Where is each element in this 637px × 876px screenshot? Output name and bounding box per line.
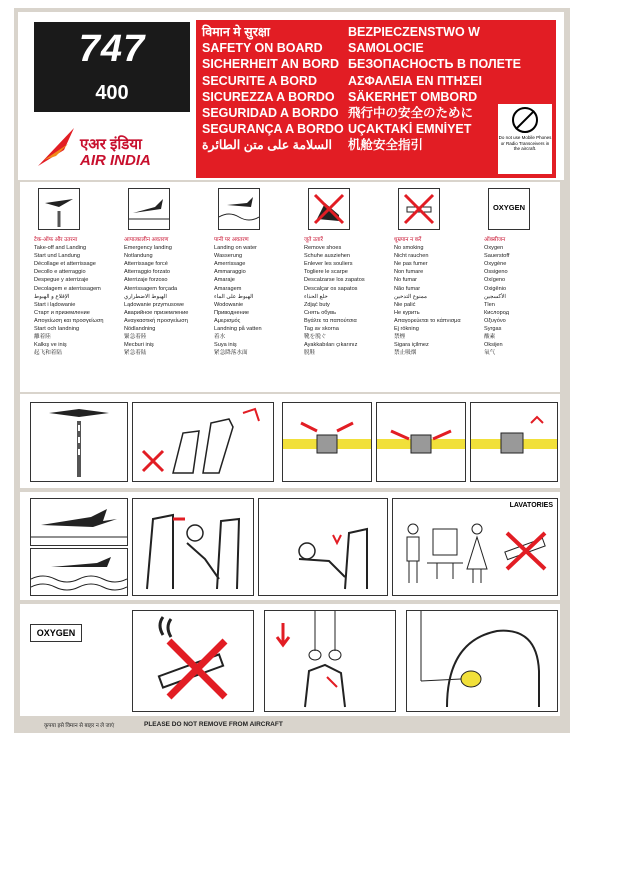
- seat-recline-frame: [132, 402, 274, 482]
- landing-strip-frame: [30, 402, 128, 482]
- situation-label: Lądowanie przymusowe: [124, 301, 185, 308]
- oxygen-icon: [488, 188, 530, 230]
- situation-label: 脱鞋: [304, 350, 316, 357]
- title-line: 飛行中の安全のために: [348, 106, 474, 121]
- water-landing-icon: [218, 188, 260, 230]
- label-list: [304, 236, 394, 357]
- title-line: SAFETY ON BOARD: [202, 41, 323, 56]
- aircraft-model-badge: [34, 22, 190, 112]
- situation-label: Emergency landing: [124, 245, 172, 252]
- situation-label: 離着陸: [34, 334, 51, 341]
- title-line: БЕЗОПАСНОСТЬ В ПОЛЕТЕ: [348, 57, 521, 72]
- title-line: SÄKERHET OMBORD: [348, 89, 478, 104]
- situation-label: Αμερισμός: [214, 317, 241, 324]
- situation-label: Oxygen: [484, 245, 504, 252]
- tighten-belt-icon: [377, 403, 465, 481]
- situation-label: Oksijen: [484, 342, 503, 349]
- situation-label: Не курить: [394, 309, 420, 316]
- situation-label: الهبوط الاضطراري: [124, 293, 167, 300]
- situation-label: Oxygène: [484, 261, 507, 268]
- title-line: ΑΣΦΑΛΕΙΑ ΕΝ ΠΤΗΣΕΙ: [348, 73, 482, 88]
- brace-position-icon: [133, 499, 253, 595]
- situation-label: Кислород: [484, 309, 509, 316]
- situation-label: 紧急降落水面: [214, 350, 248, 357]
- situation-label: Start och landning: [34, 326, 80, 333]
- situation-label: Kalkış ve iniş: [34, 342, 67, 349]
- brace-seat-frame: [258, 498, 388, 596]
- oxygen-tag: OXYGEN: [489, 201, 529, 215]
- situation-label: आपात्कालीन अवतरण: [124, 237, 169, 243]
- lavatory-no-smoking-icon: [393, 499, 557, 595]
- situation-label: الأكسجين: [484, 293, 506, 300]
- title-line: विमान मे सुरक्षा: [202, 25, 271, 39]
- situation-label: Ossigeno: [484, 269, 508, 276]
- situation-label: Atterrissage forcé: [124, 261, 168, 268]
- brace-position-frame: [132, 498, 254, 596]
- situation-label: Приводнение: [214, 309, 249, 316]
- situation-label: जूते उतारें: [304, 237, 323, 243]
- mask-wear-frame: [406, 610, 558, 712]
- lavatories-frame: [392, 498, 558, 596]
- situation-label: Não fumar: [394, 285, 421, 292]
- situation-label: Amaragem: [214, 285, 242, 292]
- situation-label: Nie palić: [394, 301, 416, 308]
- air-india-logo: [34, 116, 190, 178]
- no-phone-icon: [512, 107, 538, 133]
- plane-landing-icon: [31, 499, 127, 545]
- situation-label: Ayakkabıları çıkarınız: [304, 342, 358, 349]
- situation-label: Landing on water: [214, 245, 257, 252]
- situation-label: 紧急着陆: [124, 350, 147, 357]
- title-line: SICUREZZA A BORDO: [202, 89, 335, 104]
- situation-label: Απαγορεύεται το κάπνισμα: [394, 317, 461, 324]
- situation-label: Décollage et atterrissage: [34, 261, 96, 268]
- oxygen-panel: [20, 604, 560, 716]
- seat-upright-icon: [133, 403, 273, 481]
- situation-label: Oxígeno: [484, 277, 506, 284]
- situation-label: Despegue y aterrizaje: [34, 277, 89, 284]
- belt-tighten-frame: [376, 402, 466, 482]
- airline-name: AIR INDIA: [80, 152, 151, 169]
- situation-label: Togliere le scarpe: [304, 269, 348, 276]
- situation-label: خلع الحذاء: [304, 293, 328, 300]
- release-belt-icon: [471, 403, 557, 481]
- situation-column: [214, 188, 304, 357]
- situation-label: Ej rökning: [394, 326, 419, 333]
- situation-label: الهبوط على الماء: [214, 293, 254, 300]
- situation-label: ممنوع التدخين: [394, 293, 427, 300]
- title-line: 机舱安全指引: [348, 138, 424, 153]
- oxygen-tag: OXYGEN: [30, 624, 82, 642]
- situation-label: Απογείωση και προσγείωση: [34, 317, 104, 324]
- no-smoking-icon: [398, 188, 440, 230]
- situation-label: 靴を脱ぐ: [304, 334, 327, 341]
- situation-label: Enlever les souliers: [304, 261, 353, 268]
- situation-label: 氧气: [484, 350, 496, 357]
- situation-label: Amaraje: [214, 277, 235, 284]
- water-landing-frame: [30, 548, 128, 596]
- situation-column: [34, 188, 124, 357]
- situation-label: Аварийное приземление: [124, 309, 189, 316]
- card-header: [18, 12, 564, 180]
- situation-label: Oxigênio: [484, 285, 507, 292]
- situation-label: Nödlandning: [124, 326, 156, 333]
- emergency-landing-icon: [128, 188, 170, 230]
- title-line: السلامة على متن الطائرة: [202, 138, 332, 153]
- situation-label: Ammaraggio: [214, 269, 246, 276]
- situation-label: Start i lądowanie: [34, 301, 76, 308]
- seatbelt-panel: [20, 394, 560, 488]
- situation-label: Nicht rauchen: [394, 253, 429, 260]
- situation-label: Снять обувь: [304, 309, 337, 316]
- wear-mask-icon: [407, 611, 557, 711]
- situation-label: Decollo e atterraggio: [34, 269, 86, 276]
- airline-hindi: एअर इंडिया: [80, 136, 142, 153]
- situation-label: ऑक्सीजन: [484, 237, 506, 243]
- title-line: BEZPIECZENSTWO W SAMOLOCIE: [348, 25, 480, 56]
- situation-label: Start und Landung: [34, 253, 81, 260]
- situation-label: Syrgas: [484, 326, 502, 333]
- safety-card: [14, 8, 570, 733]
- situation-label: Старт и приземление: [34, 309, 90, 316]
- situation-label: Zdjąć buty: [304, 301, 330, 308]
- situation-label: Remove shoes: [304, 245, 342, 252]
- situation-label: Αναγκαστική προσγείωση: [124, 317, 188, 324]
- situation-label: Tlen: [484, 301, 495, 308]
- title-line: SICHERHEIT AN BORD: [202, 57, 340, 72]
- situation-label: Descalçar os sapatos: [304, 285, 358, 292]
- situation-label: Notlandung: [124, 253, 153, 260]
- lavatories-label: LAVATORIES: [509, 502, 553, 509]
- situation-label: Tag av skorna: [304, 326, 339, 333]
- situation-label: Βγάλτε τα παπούτσια: [304, 317, 357, 324]
- situation-column: [304, 188, 394, 357]
- situation-label: Wasserung: [214, 253, 243, 260]
- label-list: [34, 236, 124, 357]
- situation-label: Mecburi iniş: [124, 342, 154, 349]
- situation-label: الإقلاع و الهبوط: [34, 293, 70, 300]
- situation-label: Landning på vatten: [214, 326, 262, 333]
- title-line: SEGURANÇA A BORDO: [202, 122, 344, 137]
- situation-label: Atterraggio forzato: [124, 269, 171, 276]
- situation-label: 禁煙: [394, 334, 406, 341]
- situation-label: No fumar: [394, 277, 418, 284]
- no-mobile-phone-notice: [498, 104, 552, 174]
- mask-drop-icon: [265, 611, 395, 711]
- situation-label: 禁止吸烟: [394, 350, 417, 357]
- situation-label: पानी पर अवतरण: [214, 237, 249, 243]
- no-high-heels-icon: [308, 188, 350, 230]
- situation-label: धूम्रपान न करें: [394, 237, 422, 243]
- label-list: [484, 236, 574, 357]
- label-list: [124, 236, 214, 357]
- situation-label: Sigara içilmez: [394, 342, 429, 349]
- belt-fasten-frame: [282, 402, 372, 482]
- situation-label: Οξυγόνο: [484, 317, 506, 324]
- title-line: SECURITE A BORD: [202, 73, 318, 88]
- belt-release-frame: [470, 402, 558, 482]
- situations-panel: [20, 182, 560, 392]
- label-list: [394, 236, 484, 357]
- situation-label: Aterrizaje forzoso: [124, 277, 168, 284]
- mask-drop-frame: [264, 610, 396, 712]
- situation-column: [394, 188, 484, 357]
- title-line: SEGURIDAD A BORDO: [202, 106, 339, 121]
- situation-label: Amerrissage: [214, 261, 246, 268]
- situation-label: Schuhe ausziehen: [304, 253, 351, 260]
- situation-label: 起飞和着陆: [34, 350, 62, 357]
- situation-column: [484, 188, 574, 357]
- situation-label: 着水: [214, 334, 226, 341]
- model-variant: 400: [95, 82, 129, 104]
- plane-water-icon: [31, 549, 127, 595]
- situation-label: टेक-ऑफ और उतरना: [34, 237, 78, 243]
- no-smoking-oxygen-icon: [133, 611, 253, 711]
- runway-icon: [31, 403, 127, 481]
- takeoff-landing-icon: [38, 188, 80, 230]
- safety-title-panel: [196, 20, 556, 178]
- situation-label: 緊急着陸: [124, 334, 147, 341]
- fasten-belt-icon: [283, 403, 371, 481]
- situation-column: [124, 188, 214, 357]
- situation-label: Non fumare: [394, 269, 424, 276]
- brace-forward-icon: [259, 499, 387, 595]
- situation-label: Take-off and Landing: [34, 245, 87, 252]
- brace-panel: [20, 492, 560, 600]
- situation-label: Sauerstoff: [484, 253, 510, 260]
- situation-label: Wodowanie: [214, 301, 244, 308]
- titles-left: [202, 24, 344, 154]
- phone-notice-text: Do not use Mobile Phones or Radio Transceivers in the aircraft.: [498, 135, 552, 151]
- footer-note: PLEASE DO NOT REMOVE FROM AIRCRAFT: [144, 721, 283, 728]
- situation-label: Suya iniş: [214, 342, 237, 349]
- situation-label: 酸素: [484, 334, 496, 341]
- situation-label: Descalzarse los zapatos: [304, 277, 365, 284]
- model-number: 747: [78, 28, 146, 70]
- centaur-logo-icon: [34, 116, 80, 176]
- situation-label: Aterrissagem forçada: [124, 285, 178, 292]
- label-list: [214, 236, 304, 357]
- title-line: UÇAKTAKİ EMNİYET: [348, 122, 472, 137]
- situation-label: Ne pas fumer: [394, 261, 428, 268]
- emergency-landing-frame: [30, 498, 128, 546]
- oxygen-no-smoking-frame: [132, 610, 254, 712]
- situation-label: No smoking: [394, 245, 424, 252]
- situation-label: Decolagem e aterrissagem: [34, 285, 101, 292]
- footer-hindi: कृपया इसे विमान से बाहर न ले जाएं: [44, 723, 115, 729]
